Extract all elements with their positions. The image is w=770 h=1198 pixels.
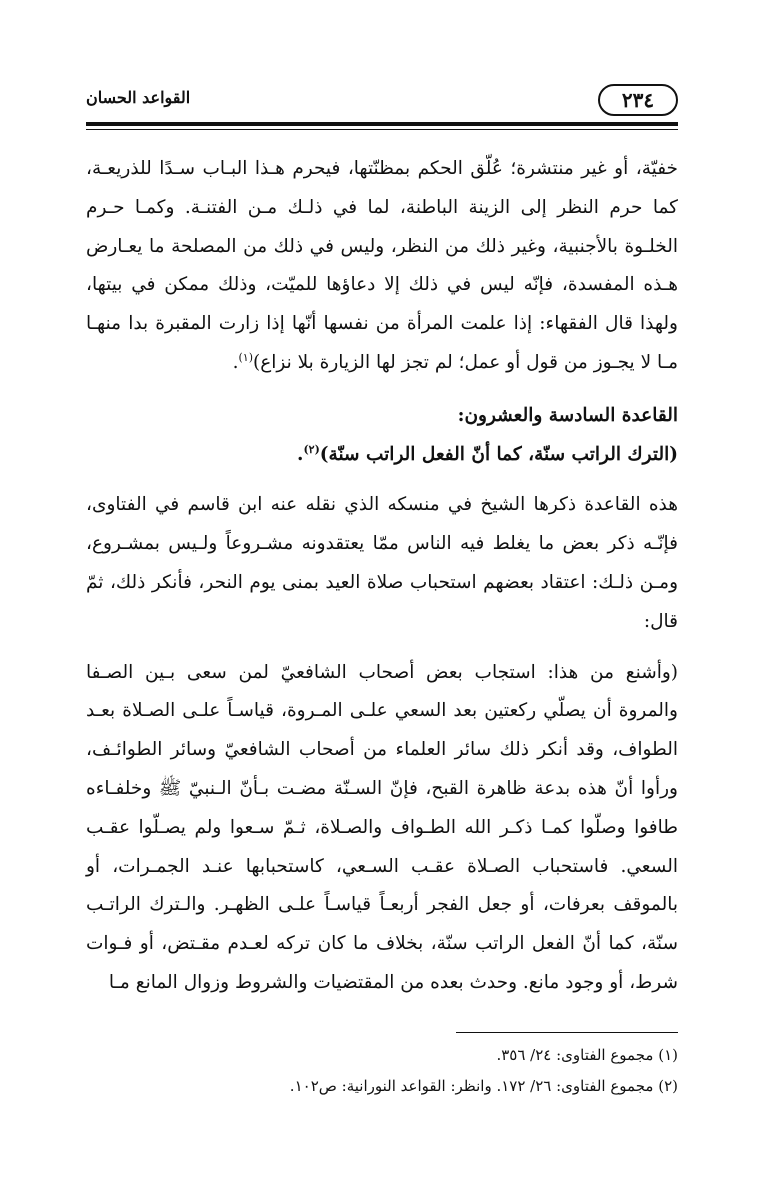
- spacer: [86, 383, 678, 397]
- footnote-reference[interactable]: (١): [238, 350, 253, 364]
- footnotes: [86, 1040, 678, 1102]
- rule-statement: [86, 436, 678, 475]
- paragraph-end: .: [232, 351, 239, 373]
- main-text: [86, 150, 678, 1003]
- paragraph-text: خفيّة، أو غير منتشرة؛ عُلّق الحكم بمظنّتها، فيحرم هـذا البـاب سـدًا للذريعـة، كما حرم النظر إلى الزينة الباطنة، لما في ذلـك مـن الفتنـة. وكمـا حـرم الخلـوة بالأجنبية، وغير ذلك من النظر، وليس في ذلك من المصلحة ما يعـارض هـذه المفسدة، فإنّه ليس في ذلك إلا دعاؤها للميّت، وذلك ممكن في بيتها، ولهذا قال الفقهاء: إذا علمت المرأة من نفسها أنّها إذا زارت المقبرة بدا منهـا مـا لا يجـوز من قول أو عمل؛ لم تجز لها الزيارة بلا نزاع): [86, 158, 678, 373]
- paragraph-quotation: (وأشنع من هذا: استجاب بعض أصحاب الشافعيّ لمن سعى بـين الصـفا والمروة أن يصلّي ركعتين بعد السعي علـى المـروة، قياسـاً علـى الصـلاة بعـد الطواف، وقد أنكر ذلك سائر العلماء من أصحاب الشافعيّ وسائر الطوائـف، ورأوا أنّ هذه بدعة ظاهرة القبح، فإنّ السـنّة مضـت بـأنّ الـنبيّ ﷺ وخلفـاءه طافوا وصلّوا كمـا ذكـر الله الطـواف والصـلاة، ثـمّ سـعوا ولم يصـلّوا عقـب السعي. فاستحباب الصـلاة عقـب السـعي، كاستحبابها عنـد الجمـرات، أو بالموقف بعرفات، أو جعل الفجر أربعـاً قياسـاً علـى الظهـر. والـترك الراتـب سنّة، كما أنّ الفعل الراتب سنّة، بخلاف ما كان تركه لعـدم مقـتض، أو فـوات شرط، أو وجود مانع. وحدث بعده من المقتضيات والشروط وزوال المانع مـا: [86, 661, 678, 993]
- header-rule-thick: [86, 122, 678, 126]
- spacer: [86, 642, 678, 654]
- rule-end: .: [296, 443, 304, 465]
- page-header: [86, 82, 678, 120]
- footnote-reference[interactable]: (٢): [303, 442, 320, 456]
- section-heading: القاعدة السادسة والعشرون:: [457, 404, 678, 426]
- paragraph-continuation: [86, 150, 678, 383]
- header-rule-thin: [86, 129, 678, 130]
- rule-text: (الترك الراتب سنّة، كما أنّ الفعل الراتب سنّة): [319, 443, 678, 465]
- spacer: [86, 474, 678, 486]
- footnote-item: (١) مجموع الفتاوى: ٢٤/ ٣٥٦.: [496, 1046, 678, 1064]
- footnote-item: (٢) مجموع الفتاوى: ٢٦/ ١٧٢. وانظر: القواعد النورانية: ص١٠٢.: [289, 1077, 678, 1095]
- footnote-separator: [456, 1032, 678, 1033]
- page-number: ٢٣٤: [598, 84, 678, 116]
- paragraph-commentary: هذه القاعدة ذكرها الشيخ في منسكه الذي نقله عنه ابن قاسم في الفتاوى، فإنّـه ذكر بعض ما يغلط فيه الناس ممّا يعتقدونه مشـروعاً ولـيس بمشـروع، ومـن ذلـك: اعتقاد بعضهم استحباب صلاة العيد بمنى يوم النحر، فأنكر ذلك، ثمّ قال:: [86, 494, 678, 632]
- running-title: القواعد الحسان: [86, 88, 191, 107]
